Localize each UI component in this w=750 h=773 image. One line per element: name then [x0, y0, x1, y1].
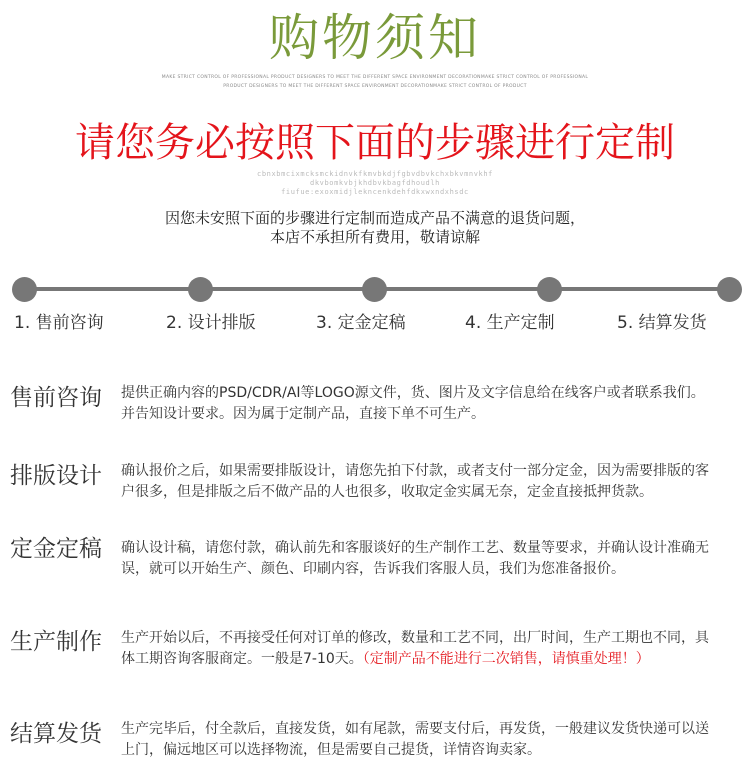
disclaimer-line: 本店不承担所有费用，敬请谅解	[269, 228, 480, 246]
decorative-faint-text: cbnxbmcixmcksmckidnvkfkmvbkdjfgbvdbvkchxbkvmnvkhf	[257, 170, 493, 178]
step-label: 4. 生产定制	[465, 313, 555, 333]
timeline-dot	[362, 277, 387, 302]
page-title: 购物须知	[269, 9, 481, 67]
production-text: 生产开始以后，不再接受任何对订单的修改，数量和工艺不同，出厂时间，生产工期也不同，具体工期咨询客服商定。一般是7-10天。	[121, 630, 709, 667]
decorative-english-line: MAKE STRICT CONTROL OF PROFESSIONAL PRODUCT DESIGNERS TO MEET THE DIFFERENT SPACE ENVIRONMENT DECORATIONMAKE STRICT CONTROL OF PROFESSIONAL	[161, 75, 589, 80]
section-text-production	[121, 628, 711, 670]
section-title-production: 生产制作	[10, 629, 102, 655]
instruction-headline: 请您务必按照下面的步骤进行定制	[75, 120, 675, 166]
disclaimer-line: 因您未安照下面的步骤进行定制而造成产品不满意的退货问题，	[164, 209, 585, 227]
step-label: 5. 结算发货	[617, 313, 707, 333]
timeline-dot	[717, 277, 742, 302]
section-text-presale: 提供正确内容的PSD/CDR/AI等LOGO源文件，货、图片及文字信息给在线客户或者联系我们。并告知设计要求。因为属于定制产品，直接下单不可生产。	[121, 385, 705, 422]
section-title-deposit: 定金定稿	[10, 536, 102, 562]
step-label: 3. 定金定稿	[316, 313, 406, 333]
decorative-faint-text: dkvbomkvbjkhdbvkbagfdhoudlh	[310, 179, 440, 187]
section-text-layout: 确认报价之后，如果需要排版设计，请您先拍下付款，或者支付一部分定金，因为需要排版的客户很多，但是排版之后不做产品的人也很多，收取定金实属无奈，定金直接抵押货款。	[121, 463, 709, 500]
section-title-layout: 排版设计	[10, 463, 102, 489]
section-text-delivery: 生产完毕后，付全款后，直接发货，如有尾款，需要支付后，再发货，一般建议发货快递可以送上门，偏远地区可以选择物流，但是需要自己提货，详情咨询卖家。	[121, 721, 709, 758]
section-title-presale: 售前咨询	[10, 385, 102, 411]
decorative-faint-text: fiufue:exoxmidjlekncenkdehfdkxwxndxhsdc	[281, 188, 469, 196]
step-label: 1. 售前咨询	[14, 313, 104, 333]
step-label: 2. 设计排版	[166, 313, 256, 333]
decorative-english-line: PRODUCT DESIGNERS TO MEET THE DIFFERENT SPACE ENVIRONMENT DECORATIONMAKE STRICT CONTROL OF PRODUCT	[223, 84, 527, 89]
timeline-dot	[537, 277, 562, 302]
production-warning: （定制产品不能进行二次销售，请慎重处理！）	[362, 651, 650, 667]
section-text-deposit: 确认设计稿，请您付款，确认前先和客服谈好的生产制作工艺、数量等要求，并确认设计准确无误，就可以开始生产、颜色、印刷内容，告诉我们客服人员，我们为您准备报价。	[121, 540, 709, 577]
timeline-dot	[188, 277, 213, 302]
section-title-delivery: 结算发货	[10, 721, 102, 747]
timeline-dot	[12, 277, 37, 302]
